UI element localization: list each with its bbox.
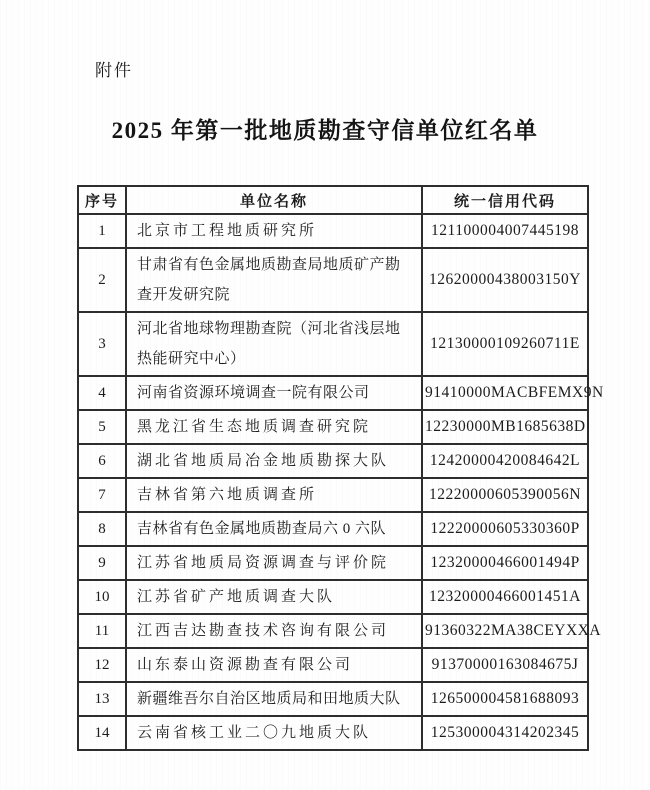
cell-no: 12: [78, 648, 126, 682]
table-row: [78, 444, 588, 478]
table-row: [78, 546, 588, 580]
cell-unit-name: 湖北省地质局冶金地质勘探大队: [126, 444, 422, 478]
table-row: [78, 214, 588, 248]
table-body: [78, 214, 604, 750]
cell-credit-code: 12220000605330360P: [422, 512, 588, 546]
cell-unit-name: 甘肃省有色金属地质勘查局地质矿产勘查开发研究院: [126, 248, 422, 312]
cell-unit-name: 吉林省有色金属地质勘查局六 0 六队: [126, 512, 422, 546]
table-row: [78, 648, 588, 682]
cell-no: 3: [78, 312, 126, 376]
cell-credit-code: 91410000MACBFEMX9N: [422, 376, 588, 410]
cell-credit-code: 12230000MB1685638D: [422, 410, 588, 444]
table-row: [78, 248, 588, 312]
cell-credit-code: 12620000438003150Y: [422, 248, 588, 312]
cell-credit-code: 125300004314202345: [422, 716, 588, 750]
table-row: [78, 376, 588, 410]
cell-unit-name: 河南省资源环境调查一院有限公司: [126, 376, 422, 410]
cell-unit-name: 江苏省矿产地质调查大队: [126, 580, 422, 614]
cell-no: 5: [78, 410, 126, 444]
cell-credit-code: 91370000163084675J: [422, 648, 588, 682]
cell-credit-code: 126500004581688093: [422, 682, 588, 716]
col-header-unit-name: 单位名称: [126, 186, 422, 214]
cell-credit-code: 12420000420084642L: [422, 444, 588, 478]
cell-no: 8: [78, 512, 126, 546]
col-header-no: 序号: [78, 186, 126, 214]
cell-credit-code: 12220000605390056N: [422, 478, 588, 512]
cell-unit-name: 北京市工程地质研究所: [126, 214, 422, 248]
cell-no: 9: [78, 546, 126, 580]
cell-credit-code: 12320000466001494P: [422, 546, 588, 580]
cell-no: 6: [78, 444, 126, 478]
cell-unit-name: 江苏省地质局资源调查与评价院: [126, 546, 422, 580]
cell-unit-name: 吉林省第六地质调查所: [126, 478, 422, 512]
cell-no: 7: [78, 478, 126, 512]
cell-credit-code: 91360322MA38CEYXXA: [422, 614, 588, 648]
table-row: [78, 682, 588, 716]
cell-unit-name: 云南省核工业二〇九地质大队: [126, 716, 422, 750]
cell-credit-code: 121100004007445198: [422, 214, 588, 248]
red-list-table: [77, 185, 604, 751]
col-header-credit-code: 统一信用代码: [422, 186, 588, 214]
cell-credit-code: 12320000466001451A: [422, 580, 588, 614]
cell-no: 14: [78, 716, 126, 750]
cell-unit-name: 江西吉达勘查技术咨询有限公司: [126, 614, 422, 648]
cell-unit-name: 新疆维吾尔自治区地质局和田地质大队: [126, 682, 422, 716]
table-row: [78, 410, 588, 444]
table-row: [78, 716, 588, 750]
page-title: 2025 年第一批地质勘查守信单位红名单: [111, 118, 539, 143]
cell-no: 11: [78, 614, 126, 648]
cell-unit-name: 河北省地球物理勘查院（河北省浅层地热能研究中心）: [126, 312, 422, 376]
cell-no: 13: [78, 682, 126, 716]
table-row: [78, 312, 588, 376]
cell-no: 4: [78, 376, 126, 410]
cell-unit-name: 山东泰山资源勘查有限公司: [126, 648, 422, 682]
cell-no: 10: [78, 580, 126, 614]
attachment-label: 附件: [95, 61, 133, 80]
table-row: [78, 512, 588, 546]
table-row: [78, 614, 588, 648]
table-row: [78, 478, 588, 512]
cell-no: 1: [78, 214, 126, 248]
table-header: [78, 186, 588, 214]
cell-credit-code: 12130000109260711E: [422, 312, 588, 376]
cell-no: 2: [78, 248, 126, 312]
cell-unit-name: 黑龙江省生态地质调查研究院: [126, 410, 422, 444]
table-row: [78, 580, 588, 614]
header-row: [78, 186, 588, 214]
